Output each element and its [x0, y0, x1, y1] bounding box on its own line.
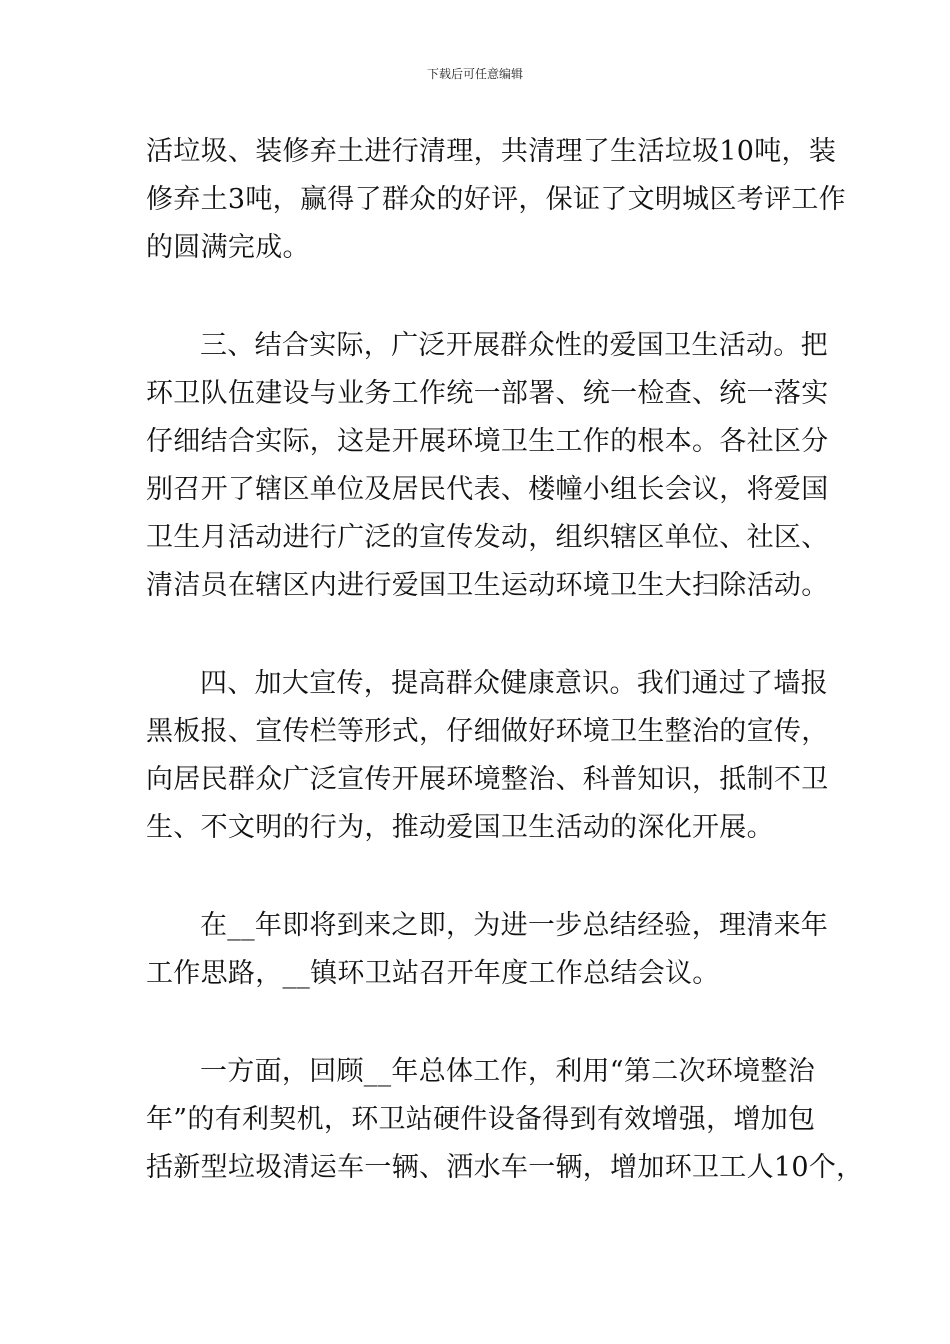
- text-line: 别召开了辖区单位及居民代表、楼幢小组长会议，将爱国: [146, 474, 829, 505]
- paragraph-continuation: [146, 128, 846, 272]
- paragraph-spacer: [146, 272, 836, 322]
- paragraph-section-four: [146, 660, 836, 852]
- text-line: 年”的有利契机，环卫站硬件设备得到有效增强，增加包: [146, 1104, 816, 1135]
- text-line: 卫生月活动进行广泛的宣传发动，组织辖区单位、社区、: [146, 522, 829, 553]
- text-line: 向居民群众广泛宣传开展环境整治、科普知识，抵制不卫: [146, 764, 829, 795]
- text-line: 括新型垃圾清运车一辆、洒水车一辆，增加环卫工人10个，: [146, 1152, 864, 1183]
- text-line: 清洁员在辖区内进行爱国卫生运动环境卫生大扫除活动。: [146, 570, 829, 601]
- document-body: [146, 128, 864, 1192]
- page-header: 下载后可任意编辑: [426, 67, 523, 81]
- text-line: 仔细结合实际，这是开展环境卫生工作的根本。各社区分: [146, 426, 829, 457]
- paragraph-year-end-meeting: [146, 902, 836, 998]
- text-line: 黑板报、宣传栏等形式，仔细做好环境卫生整治的宣传，: [146, 716, 829, 747]
- paragraph-review: [146, 1048, 864, 1192]
- text-line: 一方面，回顾__年总体工作，利用“第二次环境整治: [200, 1056, 816, 1087]
- text-line: 修弃土3吨，赢得了群众的好评，保证了文明城区考评工作: [146, 184, 846, 215]
- text-line: 活垃圾、装修弃土进行清理，共清理了生活垃圾10吨，装: [146, 136, 837, 167]
- text-line: 四、加大宣传，提高群众健康意识。我们通过了墙报: [200, 668, 828, 699]
- text-line: 工作思路，__镇环卫站召开年度工作总结会议。: [146, 958, 720, 989]
- text-line: 环卫队伍建设与业务工作统一部署、统一检查、统一落实: [146, 378, 829, 409]
- paragraph-spacer: [146, 610, 836, 660]
- text-line: 的圆满完成。: [146, 232, 310, 263]
- paragraph-spacer: [146, 998, 836, 1048]
- text-line: 在__年即将到来之即，为进一步总结经验，理清来年: [200, 910, 829, 941]
- text-line: 生、不文明的行为，推动爱国卫生活动的深化开展。: [146, 812, 774, 843]
- text-line: 三、结合实际，广泛开展群众性的爱国卫生活动。把: [200, 330, 828, 361]
- paragraph-section-three: [146, 322, 836, 610]
- paragraph-spacer: [146, 852, 836, 902]
